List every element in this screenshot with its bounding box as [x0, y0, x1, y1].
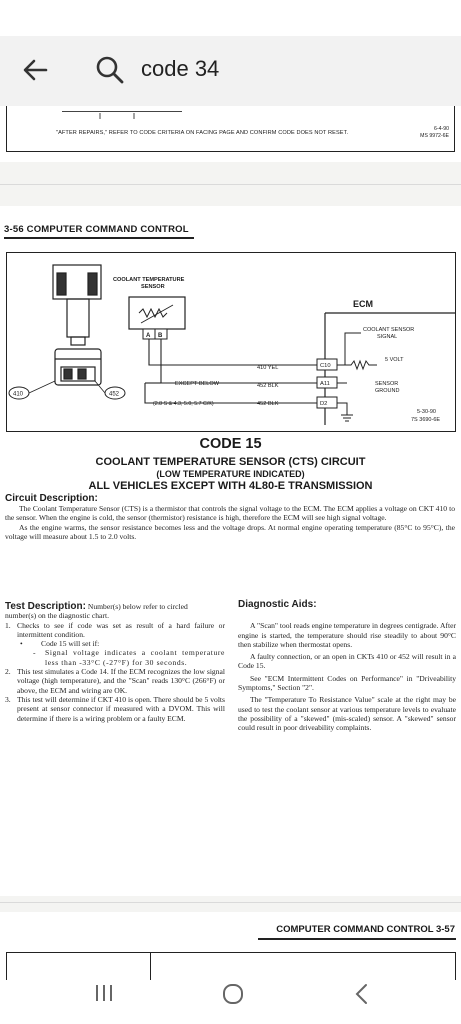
diagnostic-aids-heading: Diagnostic Aids: — [238, 599, 317, 610]
page-divider — [0, 184, 461, 185]
sensor-ground-label-1: SENSOR — [375, 381, 399, 387]
pin-c10-label: C10 — [320, 363, 331, 369]
vehicle-applicability: ALL VEHICLES EXCEPT WITH 4L80-E TRANSMISSION — [88, 480, 373, 492]
test-steps-list — [5, 621, 225, 723]
pin-a-label: A — [146, 333, 151, 339]
header-rule — [4, 237, 194, 239]
circuit-description — [5, 504, 455, 541]
coolant-sensor-signal-label-1: COOLANT SENSOR — [363, 327, 415, 333]
wire-452-blk-label-2: 452 BLK — [257, 401, 279, 407]
pin-b-label: B — [158, 333, 163, 339]
chevron-left-icon — [352, 983, 372, 1005]
previous-page-table-columns — [62, 106, 182, 112]
home-icon — [222, 983, 244, 1005]
search-icon[interactable] — [94, 54, 126, 86]
circuit-description-paragraph: The Coolant Temperature Sensor (CTS) is a thermistor that controls the signal voltage to the ECM. The ECM applies a voltage on CKT 410 to the sensor. When the engine is cold, the sensor (thermistor) resistance is high, therefore the ECM will see high signal voltage. — [5, 504, 455, 523]
coolant-sensor-signal-label-2: SIGNAL — [377, 334, 398, 340]
next-page-fragment — [0, 912, 461, 980]
except-below-label: EXCEPT BELOW — [175, 381, 220, 387]
status-bar — [0, 0, 461, 36]
page-divider — [0, 902, 461, 903]
page-header: 3-56 COMPUTER COMMAND CONTROL — [4, 224, 189, 235]
step-number: 1. — [5, 620, 11, 630]
circuit-410-label: 410 — [13, 391, 24, 398]
previous-page-fragment — [0, 106, 461, 162]
wire-410-yel-label: 410 YEL — [257, 365, 279, 371]
step-text: Checks to see if code was set as result of a hard failure or intermittent condition. — [17, 620, 225, 639]
sensor-label-line1: COOLANT TEMPERATURE — [113, 277, 185, 283]
diagram-part-number: 7S 3690-6E — [411, 417, 441, 423]
recent-apps-icon — [92, 983, 116, 1003]
arrow-left-icon — [18, 52, 54, 88]
diagnostic-aids-paragraph: See "ECM Intermittent Codes on Performance" in "Driveability Symptoms," Section "2". — [238, 673, 456, 693]
manual-page — [0, 206, 461, 896]
test-step — [5, 695, 225, 723]
five-volt-label: 5 VOLT — [385, 357, 404, 363]
test-intro-text: number(s) on the diagnostic chart. — [5, 611, 109, 621]
back-arrow-button[interactable] — [18, 52, 54, 88]
code-number: CODE 15 — [199, 436, 262, 452]
circuit-452-label: 452 — [109, 391, 120, 398]
test-step-detail — [17, 648, 225, 667]
circuit-title: COOLANT TEMPERATURE SENSOR (CTS) CIRCUIT — [95, 456, 366, 468]
connector-drawing — [53, 265, 101, 385]
circuit-description-heading: Circuit Description: — [5, 493, 98, 504]
test-step-condition — [17, 639, 225, 648]
next-page-header: COMPUTER COMMAND CONTROL 3-57 — [276, 924, 455, 935]
step-number: 2. — [5, 667, 11, 677]
sensor-label-line2: SENSOR — [141, 284, 165, 290]
test-intro-text: Number(s) below refer to circled — [87, 602, 188, 611]
wire-452-blk-label-1: 452 BLK — [257, 383, 279, 389]
recent-apps-button[interactable] — [92, 983, 116, 1003]
previous-page-number: MS 9972-6E — [420, 133, 449, 139]
circuit-wires — [145, 339, 317, 403]
diagnostic-aids-paragraph: A "Scan" tool reads engine temperature in degrees centigrade. After engine is started, the temperature should rise steadily to about 90°C then stabilize when thermostat opens. — [238, 621, 456, 649]
diagnostic-aids-paragraph: A faulty connection, or an open in CKTs 410 or 452 will result in a Code 15. — [238, 652, 456, 671]
test-description-heading: Test Description: — [5, 601, 86, 612]
next-page-table — [6, 952, 456, 980]
document-viewer[interactable] — [0, 106, 461, 980]
ecm-label: ECM — [353, 299, 373, 309]
after-repairs-note: "AFTER REPAIRS," REFER TO CODE CRITERIA ON FACING PAGE AND CONFIRM CODE DOES NOT RESET. — [56, 130, 349, 136]
test-description — [5, 600, 225, 723]
test-step — [5, 667, 225, 695]
pin-d2-label: D2 — [320, 401, 328, 407]
system-navigation-bar — [0, 980, 461, 1024]
ecm-internal-circuit — [337, 333, 377, 421]
diagram-date: 5-30-90 — [417, 409, 436, 415]
home-button[interactable] — [222, 983, 244, 1005]
circuit-description-paragraph: As the engine warms, the sensor resistance becomes less and the voltage drops. At normal engine operating temperature (85°C to 95°C), the voltage will measure about 1.5 to 2.0 volts. — [5, 522, 455, 541]
pin-a11-label: A11 — [320, 381, 330, 387]
diagnostic-aids-paragraph: The "Temperature To Resistance Value" scale at the right may be used to test the coolant sensor at various temperature levels to evaluate the possibility of a "skewed" (mis-scaled) sensor. A "skewed" sensor could result in poor driveability complaints. — [238, 695, 456, 733]
bullet-icon: • — [20, 639, 23, 649]
step-text: This test will determine if CKT 410 is open. There should be 5 volts present at sensor connector if measured with a DVOM. This will determine if there is a wiring problem or a faulty ECM. — [17, 694, 225, 723]
diagnostic-aids — [238, 600, 456, 733]
next-page-table-divider — [150, 952, 151, 980]
condition-text: Code 15 will set if: — [41, 639, 100, 649]
step-text: This test simulates a Code 14. If the ECM recognizes the low signal voltage (high temperature), and the "Scan" reads 130°C (266°F) or above, the ECM and wiring are OK. — [17, 667, 225, 695]
detail-text: Signal voltage indicates a coolant temperature less than -33°C (-27°F) for 30 seconds. — [45, 648, 225, 667]
circuit-subtitle: (LOW TEMPERATURE INDICATED) — [156, 469, 305, 479]
wiring-diagram — [6, 252, 456, 432]
step-number: 3. — [5, 694, 11, 704]
dash-icon: - — [33, 648, 37, 658]
test-description-intro — [5, 602, 225, 621]
sensor-ground-label-2: GROUND — [375, 388, 400, 394]
test-step — [5, 621, 225, 667]
search-header — [0, 36, 461, 106]
next-header-rule — [258, 938, 456, 940]
previous-page-date: 6-4-90 — [434, 126, 449, 132]
previous-page-code — [420, 126, 449, 140]
engines-label: (2.8 S & 4.3, 5.0, 5.7 C/K) — [153, 401, 214, 407]
search-query-input[interactable]: code 34 — [141, 56, 220, 81]
system-back-button[interactable] — [352, 983, 372, 1005]
